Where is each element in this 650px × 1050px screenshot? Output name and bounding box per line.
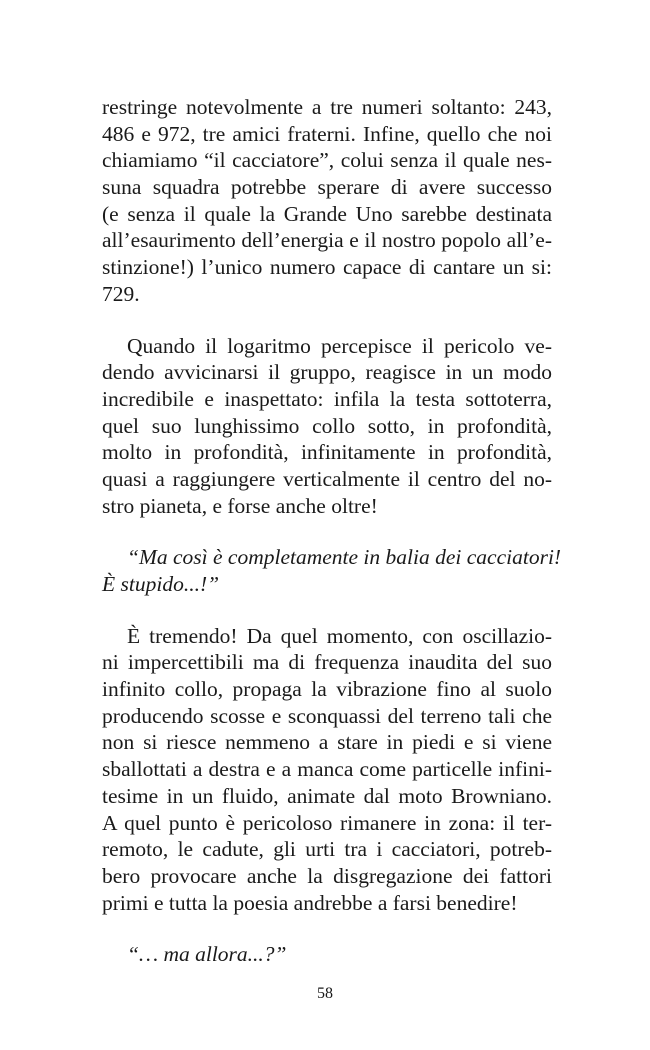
text-line: A quel punto è pericoloso rimanere in zona: il ter-	[102, 810, 552, 835]
paragraph-4	[102, 623, 552, 917]
page-number: 58	[317, 985, 333, 1002]
text-line: suna squadra potrebbe sperare di avere successo	[102, 175, 552, 200]
text-line: “Ma così è completamente in balia dei cacciatori!	[127, 545, 562, 570]
paragraph-5-dialogue	[102, 941, 552, 968]
text-line: quel suo lunghissimo collo sotto, in profondità,	[102, 413, 552, 438]
text-line: dendo avvicinarsi il gruppo, reagisce in un modo	[102, 360, 552, 385]
text-line: non si riesce nemmeno a stare in piedi e si viene	[102, 730, 552, 755]
text-line: primi e tutta la poesia andrebbe a farsi benedire!	[102, 890, 518, 915]
text-line: ni impercettibili ma di frequenza inaudita del suo	[102, 650, 552, 675]
paragraph-1	[102, 94, 552, 308]
text-line: tesime in un fluido, animate dal moto Browniano.	[102, 783, 552, 808]
text-line: È tremendo! Da quel momento, con oscillazio-	[127, 623, 552, 648]
text-line: chiamiamo “il cacciatore”, colui senza il quale nes-	[102, 148, 552, 173]
text-line: incredibile e inaspettato: infila la testa sottoterra,	[102, 386, 552, 411]
text-line: Quando il logaritmo percepisce il pericolo ve-	[127, 333, 552, 358]
paragraph-3-dialogue	[102, 544, 562, 597]
paragraph-2	[102, 333, 552, 520]
text-line: È stupido...!”	[102, 572, 220, 596]
text-line: producendo scosse e sconquassi del terreno tali che	[102, 703, 552, 728]
text-line: remoto, le cadute, gli urti tra i cacciatori, potreb-	[102, 837, 552, 862]
text-line: restringe notevolmente a tre numeri soltanto: 243,	[102, 95, 552, 119]
text-line: stro pianeta, e forse anche oltre!	[102, 493, 378, 518]
text-line: 486 e 972, tre amici fraterni. Infine, quello che noi	[102, 121, 552, 146]
text-line: stinzione!) l’unico numero capace di cantare un si:	[102, 255, 552, 280]
text-line: quasi a raggiungere verticalmente il centro del no-	[102, 466, 552, 491]
text-line: sballottati a destra e a manca come particelle infini-	[102, 757, 552, 782]
text-line: bero provocare anche la disgregazione dei fattori	[102, 863, 552, 888]
text-line: molto in profondità, infinitamente in profondità,	[102, 440, 552, 465]
text-line: infinito collo, propaga la vibrazione fino al suolo	[102, 677, 552, 702]
page-body	[102, 94, 562, 993]
text-line: (e senza il quale la Grande Uno sarebbe destinata	[102, 201, 552, 226]
text-line: 729.	[102, 281, 140, 306]
text-line: all’esaurimento dell’energia e il nostro popolo all’e-	[102, 228, 552, 253]
text-line: “… ma allora...?”	[127, 942, 287, 967]
